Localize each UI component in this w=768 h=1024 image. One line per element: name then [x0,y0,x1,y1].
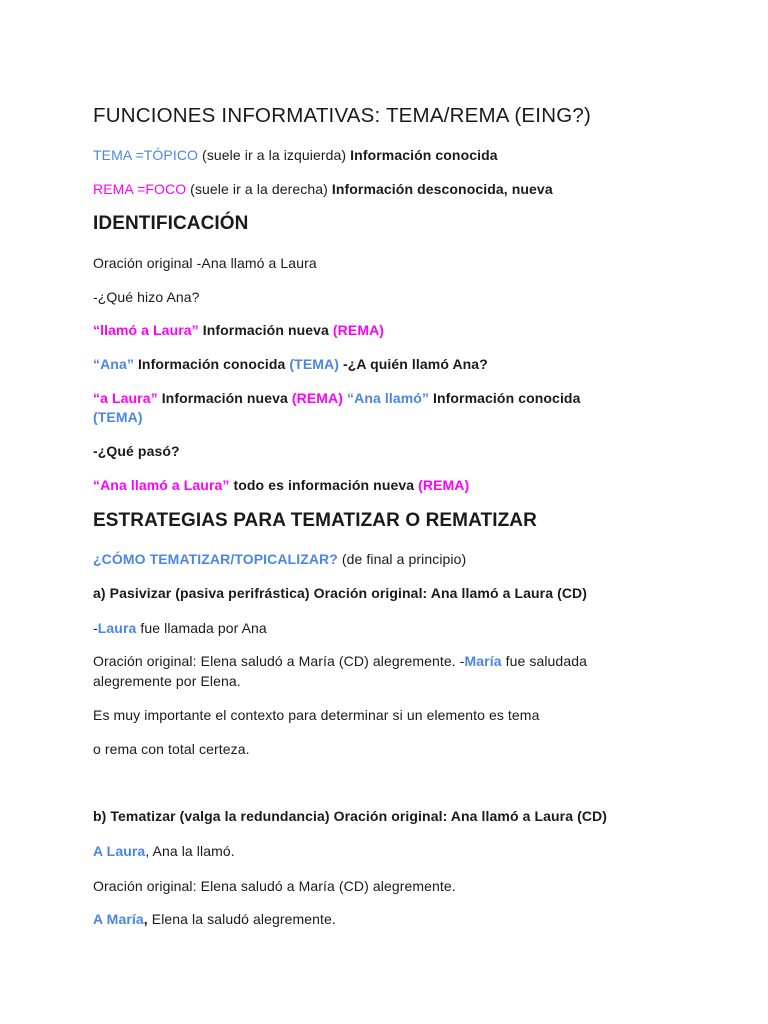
info-text: todo es información nueva [229,477,419,493]
highlight-word: A Laura [93,843,146,859]
rema-label: REMA =FOCO [93,181,187,197]
como-tematizar [93,549,466,569]
info-text: Información conocida [429,390,581,406]
tema-definition [93,145,498,165]
highlight-word: María [464,653,502,669]
section-b-title: b) Tematizar (valga la redundancia) Oración original: Ana llamó a Laura (CD) [93,808,608,824]
ident-line-3 [93,388,580,408]
quote-text: “llamó a Laura” [93,322,199,338]
tema-tag: (TEMA) [289,356,339,372]
contexto-line-1: Es muy importante el contexto para determinar si un elemento es tema [93,707,540,723]
quote-text: “Ana llamó a Laura” [93,477,230,493]
rema-desc: Información desconocida, nueva [331,181,553,197]
section-b-example-2: Oración original: Elena saludó a María (CD) alegremente. [93,878,456,894]
rema-note: (suele ir a la derecha) [186,181,332,197]
question-que-hizo: -¿Qué hizo Ana? [93,289,200,305]
info-text: Información nueva [157,390,292,406]
quote-text: “Ana llamó” [343,390,430,406]
quote-text: “a Laura” [93,390,158,406]
highlight-word: Laura [97,620,137,636]
example-text: fue saludada [501,653,587,669]
page-title: FUNCIONES INFORMATIVAS: TEMA/REMA (EING?) [93,104,591,127]
dash: - [93,620,98,636]
highlight-word: A María [93,911,144,927]
ident-line-2 [93,354,488,374]
example-text: , Ana la llamó. [145,843,235,859]
section-a-example-2 [93,651,587,671]
info-text: Información nueva [198,322,333,338]
section-b-example-1 [93,841,235,861]
example-text: fue llamada por Ana [136,620,267,636]
question-que-paso: -¿Qué pasó? [93,443,180,459]
section-a-title: a) Pasivizar (pasiva perifrástica) Oración original: Ana llamó a Laura (CD) [93,585,588,601]
info-text: Información conocida [133,356,290,372]
oracion-original: Oración original -Ana llamó a Laura [93,255,317,271]
rema-definition [93,179,553,199]
rema-tag: (REMA) [418,477,470,493]
rema-tag: (REMA) [332,322,385,338]
example-text: Oración original: Elena saludó a María (CD) alegremente. - [93,653,465,669]
question-text: -¿A quién llamó Ana? [339,356,488,372]
example-text: Elena la saludó alegremente. [147,911,336,927]
tema-label: TEMA =TÓPICO [93,147,199,163]
quote-text: “Ana” [93,356,134,372]
heading-estrategias: ESTRATEGIAS PARA TEMATIZAR O REMATIZAR [93,510,537,531]
section-b-example-3 [93,909,336,929]
ident-line-3-tema-tag: (TEMA) [93,409,143,425]
section-a-example-1 [93,618,267,638]
como-label: ¿CÓMO TEMATIZAR/TOPICALIZAR? [93,551,338,567]
tema-desc: Información conocida [350,147,498,163]
ident-line-1 [93,320,384,340]
ident-line-4 [93,475,469,495]
tema-note: (suele ir a la izquierda) [198,147,351,163]
contexto-line-2: o rema con total certeza. [93,741,250,757]
heading-identificacion: IDENTIFICACIÓN [93,213,249,234]
section-a-example-2-cont: alegremente por Elena. [93,673,241,689]
comma: , [143,911,148,927]
rema-tag: (REMA) [291,390,344,406]
como-note: (de final a principio) [337,551,467,567]
